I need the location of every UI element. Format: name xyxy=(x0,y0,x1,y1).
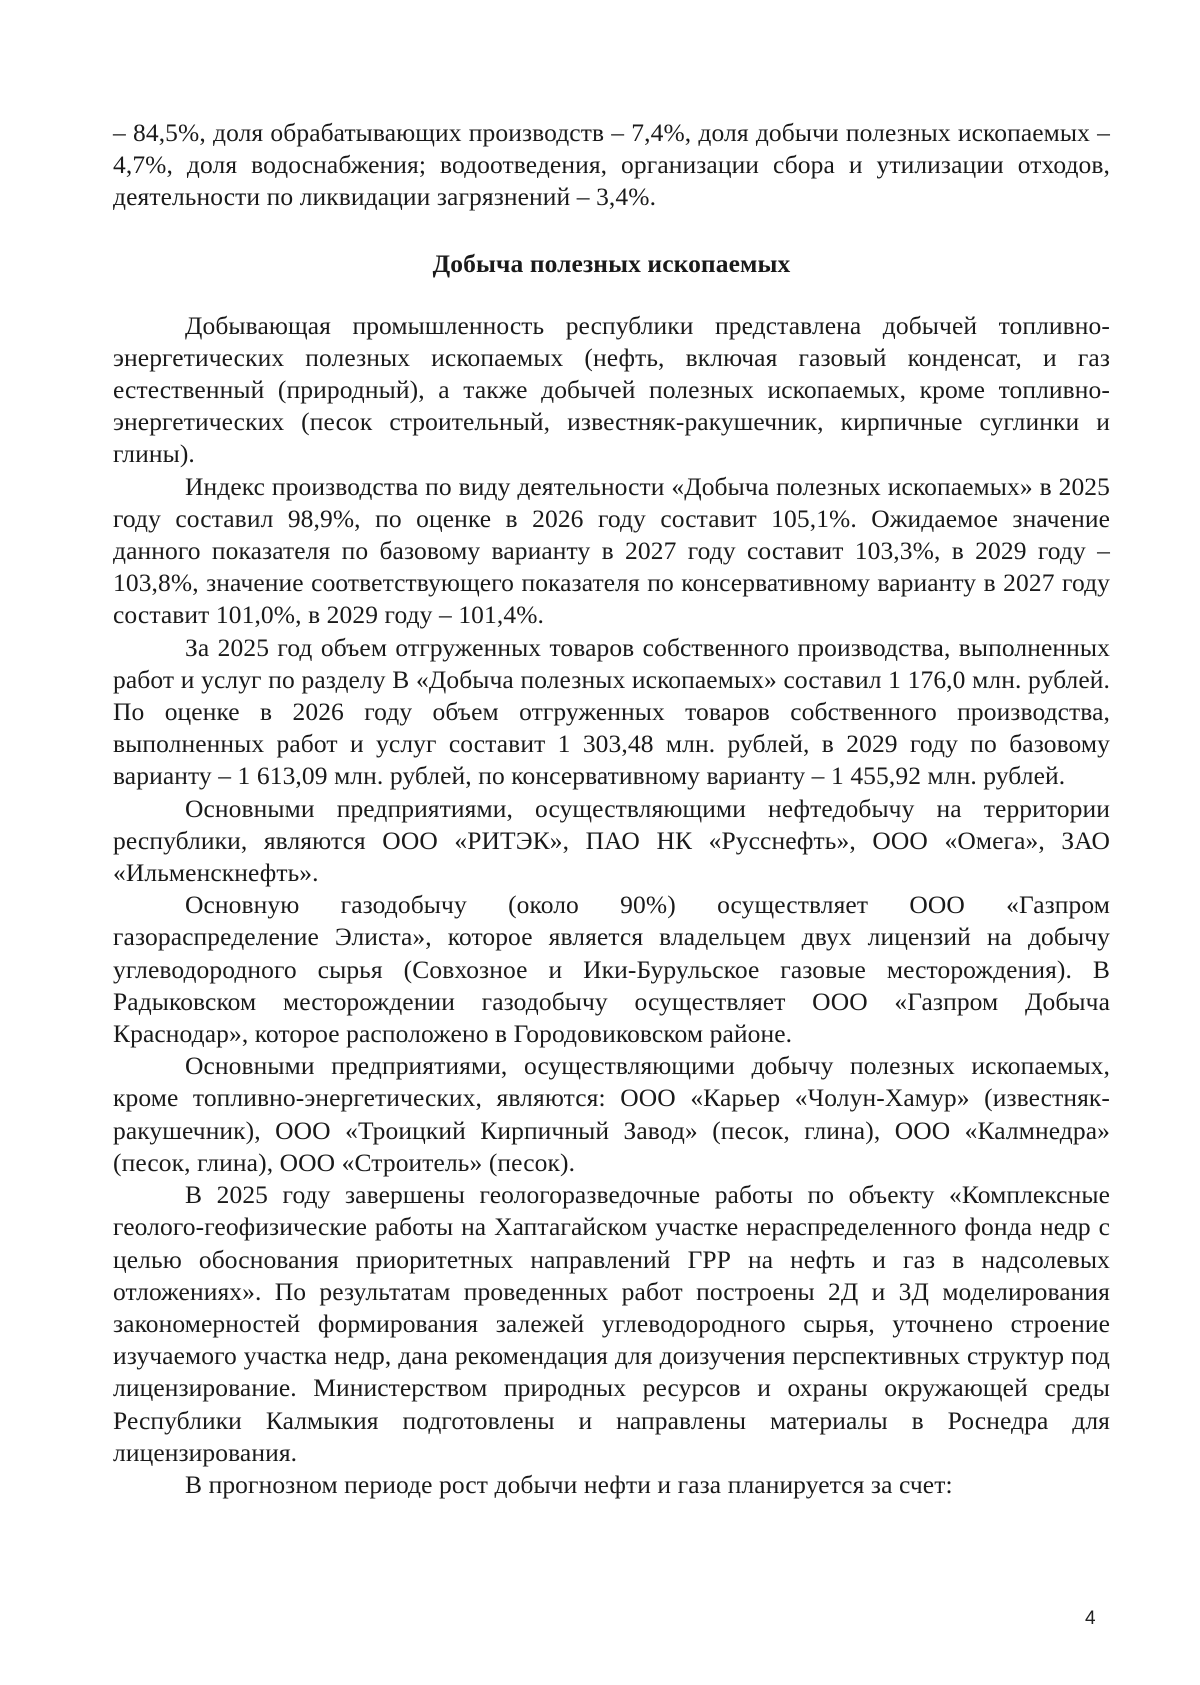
paragraph-oil-companies: Основными предприятиями, осуществляющими нефтедобычу на территории республики, являются ООО «РИТЭК», ПАО НК «Русснефть», ООО «Омега», ЗАО «Ильменскнефть». xyxy=(113,793,1110,888)
document-body xyxy=(113,117,1110,1501)
paragraph-gas-production: Основную газодобычу (около 90%) осуществляет ООО «Газпром газораспределение Элиста», которое является владельцем двух лицензий на добычу углеводородного сырья (Совхозное и Ики-Бурульское газовые месторождения). В Радыковском месторождении газодобычу осуществляет ООО «Газпром Добыча Краснодар», которое расположено в Городовиковском районе. xyxy=(113,890,1110,1049)
section-title: Добыча полезных ископаемых xyxy=(432,248,791,278)
paragraph-shipped-goods: За 2025 год объем отгруженных товаров собственного производства, выполненных работ и услуг по разделу В «Добыча полезных ископаемых» составил 1 176,0 млн. рублей. По оценке в 2026 году объем отгруженных товаров собственного производства, выполненных работ и услуг составит 1 303,48 млн. рублей, в 2029 году по базовому варианту – 1 613,09 млн. рублей, по консервативному варианту – 1 455,92 млн. рублей. xyxy=(113,632,1110,791)
paragraph-forecast-growth: В прогнозном периоде рост добычи нефти и газа планируется за счет: xyxy=(185,1469,953,1499)
intro-paragraph: – 84,5%, доля обрабатывающих производств – 7,4%, доля добычи полезных ископаемых – 4,7%, доля водоснабжения; водоотведения, организации сбора и утилизации отходов, деятельности по ликвидации загрязнений – 3,4%. xyxy=(113,118,1110,212)
paragraph-geological-works: В 2025 году завершены геологоразведочные работы по объекту «Комплексные геолого-геофизические работы на Хаптагайском участке нераспределенного фонда недр с целью обоснования приоритетных направлений ГРР на нефть и газ в надсолевых отложениях». По результатам проведенных работ построены 2Д и 3Д моделирования закономерностей формирования залежей углеводородного сырья, уточнено строение изучаемого участка недр, дана рекомендация для доизучения перспективных структур под лицензирование. Министерством природных ресурсов и охраны окружающей среды Республики Калмыкия подготовлены и направлены материалы в Роснедра для лицензирования. xyxy=(113,1180,1110,1467)
page-number: 4 xyxy=(1085,1608,1096,1629)
paragraph-non-fuel-companies: Основными предприятиями, осуществляющими добычу полезных ископаемых, кроме топливно-энергетических, являются: ООО «Карьер «Чолун-Хамур» (известняк-ракушечник), ООО «Троицкий Кирпичный Завод» (песок, глина), ООО «Калмнедра» (песок, глина), ООО «Строитель» (песок). xyxy=(113,1051,1110,1177)
paragraph-production-index: Индекс производства по виду деятельности «Добыча полезных ископаемых» в 2025 году составил 98,9%, по оценке в 2026 году составит 105,1%. Ожидаемое значение данного показателя по базовому варианту в 2027 году составит 103,3%, в 2029 году – 103,8%, значение соответствующего показателя по консервативному варианту в 2027 году составит 101,0%, в 2029 году – 101,4%. xyxy=(113,471,1110,630)
paragraph-extraction-overview: Добывающая промышленность республики представлена добычей топливно-энергетических полезных ископаемых (нефть, включая газовый конденсат, и газ естественный (природный), а также добычей полезных ископаемых, кроме топливно-энергетических (песок строительный, известняк-ракушечник, кирпичные суглинки и глины). xyxy=(113,310,1110,469)
